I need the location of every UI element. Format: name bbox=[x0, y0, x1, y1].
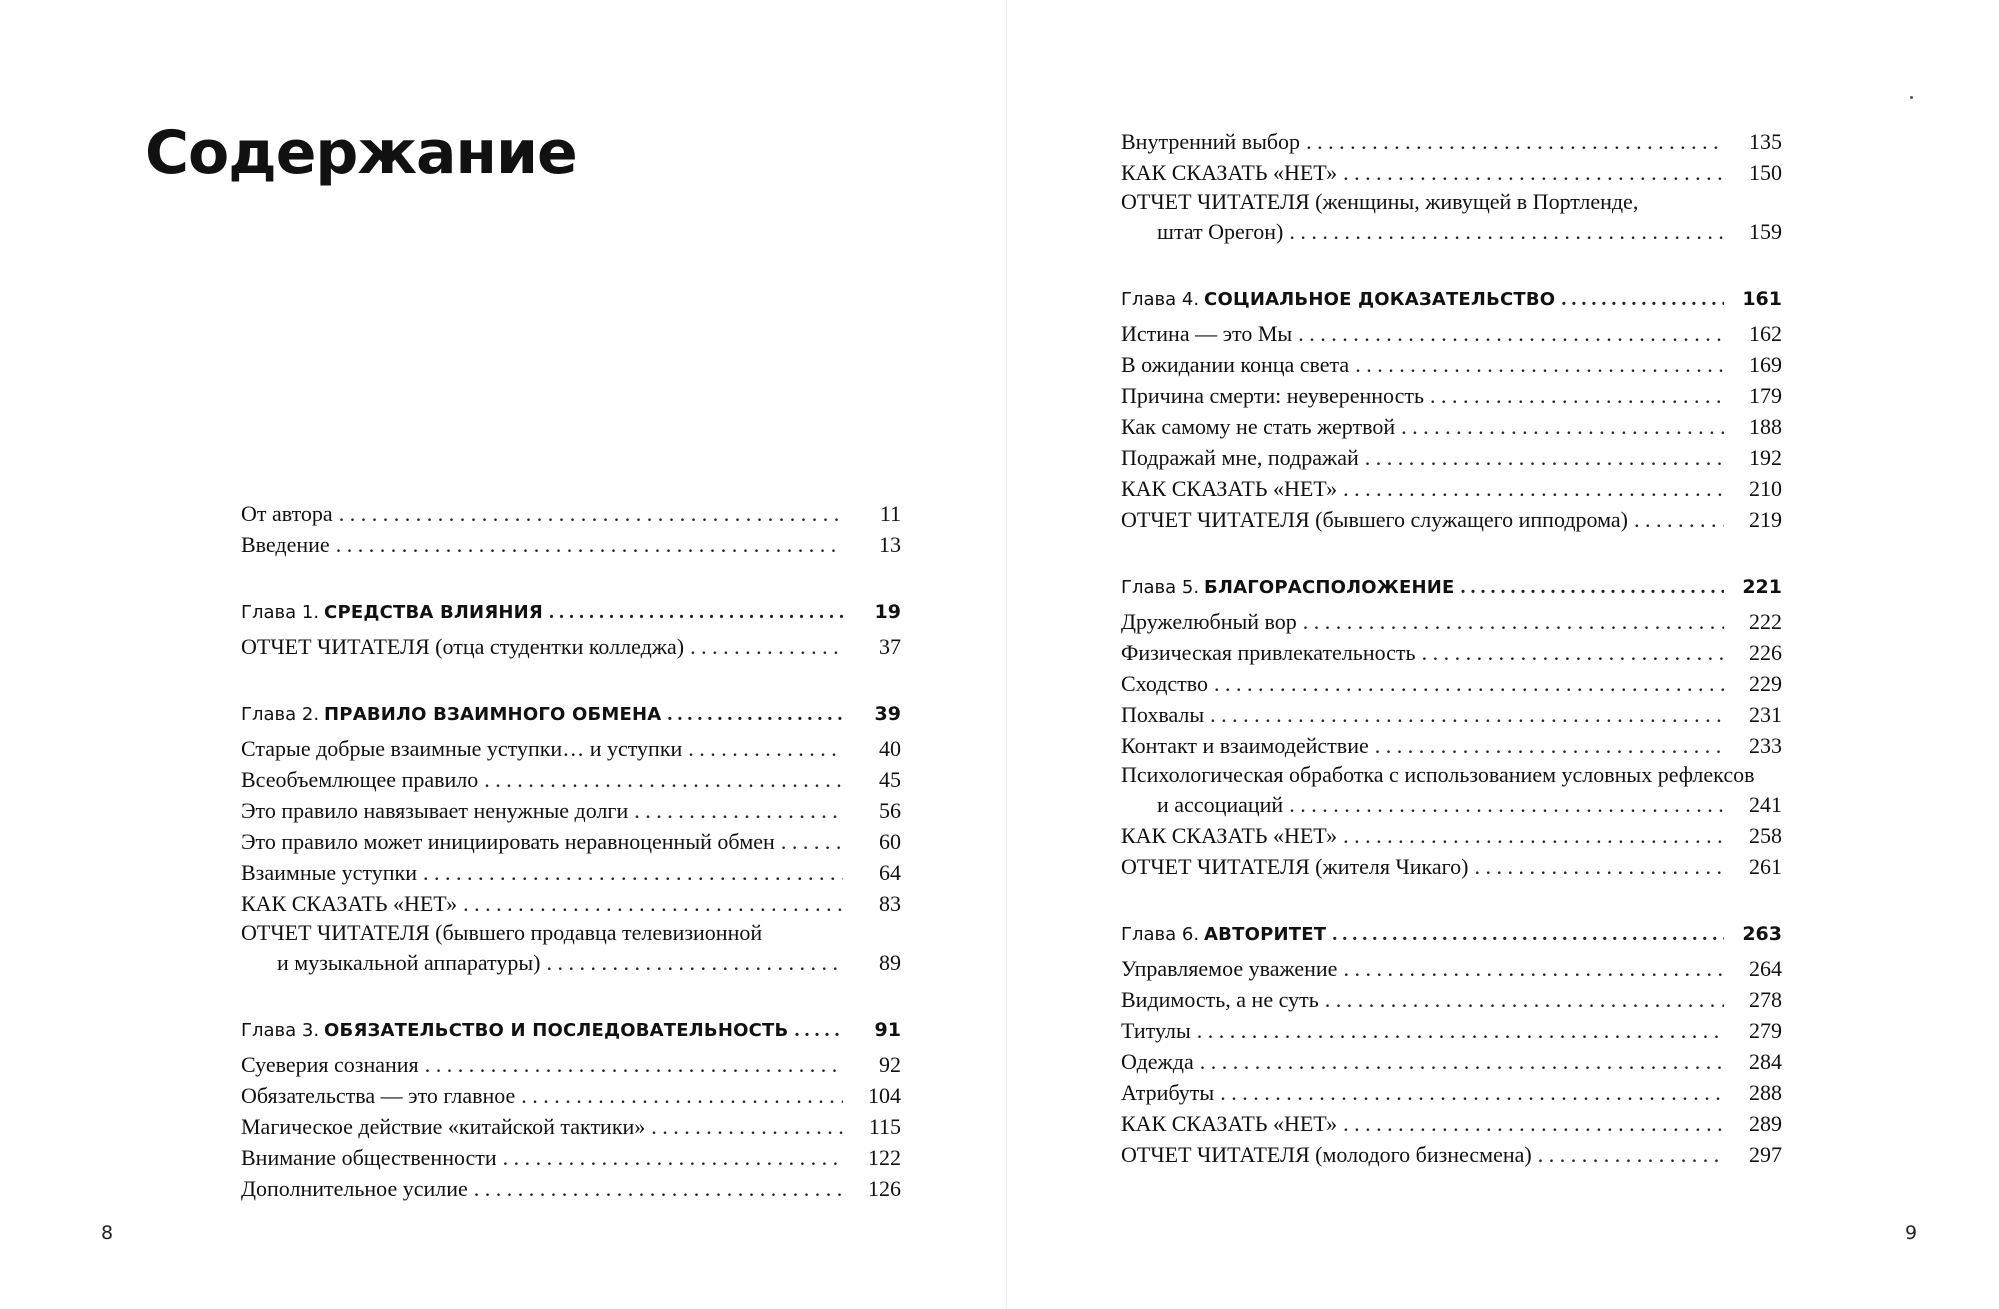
print-mark bbox=[1910, 96, 1913, 99]
page-title: Содержание bbox=[145, 118, 577, 188]
dot-leader bbox=[1561, 281, 1724, 318]
toc-entry[interactable] bbox=[1121, 442, 1782, 473]
toc-entry[interactable] bbox=[241, 1111, 901, 1142]
toc-entry[interactable] bbox=[1121, 1046, 1782, 1077]
entry-title: ОТЧЕТ ЧИТАТЕЛЯ (молодого бизнесмена) bbox=[1121, 1142, 1532, 1167]
toc-entry-first-line[interactable] bbox=[241, 919, 901, 947]
dot-leader bbox=[794, 1012, 843, 1049]
toc-entry[interactable] bbox=[1121, 473, 1782, 504]
chapter-title: БЛАГОРАСПОЛОЖЕНИЕ bbox=[1204, 577, 1455, 598]
entry-page-number: 162 bbox=[1749, 321, 1782, 346]
entry-title: Это правило навязывает ненужные долги bbox=[241, 798, 629, 823]
toc-entry[interactable] bbox=[241, 631, 901, 662]
dot-leader bbox=[634, 795, 843, 826]
dot-leader bbox=[1401, 411, 1724, 442]
toc-entry[interactable] bbox=[1121, 1015, 1782, 1046]
entry-page-number: 258 bbox=[1749, 823, 1782, 848]
chapter-page-number: 39 bbox=[874, 703, 901, 725]
toc-entry-first-line[interactable] bbox=[1121, 188, 1782, 216]
entry-page-number: 159 bbox=[1749, 219, 1782, 244]
dot-leader bbox=[463, 888, 843, 919]
toc-entry[interactable] bbox=[1121, 504, 1782, 535]
entry-page-number: 13 bbox=[879, 532, 901, 557]
chapter-heading-text bbox=[241, 594, 543, 631]
entry-page-number: 261 bbox=[1749, 854, 1782, 879]
toc-chapter-heading[interactable] bbox=[1121, 569, 1782, 606]
toc-entry[interactable] bbox=[241, 826, 901, 857]
dot-leader bbox=[549, 594, 843, 631]
chapter-label: Глава 6. bbox=[1121, 924, 1200, 945]
entry-title: КАК СКАЗАТЬ «НЕТ» bbox=[1121, 476, 1338, 501]
entry-page-number: 45 bbox=[879, 767, 901, 792]
chapter-heading-text bbox=[1121, 569, 1455, 606]
toc-entry[interactable] bbox=[1121, 1108, 1782, 1139]
section-gap bbox=[1121, 882, 1782, 916]
entry-page-number: 229 bbox=[1749, 671, 1782, 696]
entry-title: КАК СКАЗАТЬ «НЕТ» bbox=[1121, 1111, 1338, 1136]
toc-entry[interactable] bbox=[1121, 851, 1782, 882]
toc-entry[interactable] bbox=[1121, 157, 1782, 188]
dot-leader bbox=[1220, 1077, 1724, 1108]
dot-leader bbox=[1634, 504, 1724, 535]
chapter-page-number: 19 bbox=[874, 601, 901, 623]
page-gutter bbox=[1006, 0, 1007, 1309]
entry-title: ОТЧЕТ ЧИТАТЕЛЯ (отца студентки колледжа) bbox=[241, 634, 685, 659]
chapter-heading-text bbox=[241, 696, 661, 733]
entry-title-continuation: и ассоциаций bbox=[1157, 792, 1284, 817]
entry-page-number: 284 bbox=[1749, 1049, 1782, 1074]
toc-entry[interactable] bbox=[1121, 606, 1782, 637]
dot-leader bbox=[690, 631, 843, 662]
dot-leader bbox=[1343, 1108, 1724, 1139]
entry-page-number: 222 bbox=[1749, 609, 1782, 634]
toc-entry[interactable] bbox=[241, 529, 901, 560]
entry-page-number: 56 bbox=[879, 798, 901, 823]
toc-entry[interactable] bbox=[1121, 730, 1782, 761]
chapter-page-number: 221 bbox=[1742, 576, 1782, 598]
entry-title: Контакт и взаимодействие bbox=[1121, 733, 1369, 758]
chapter-page-number: 91 bbox=[874, 1019, 901, 1041]
toc-entry[interactable] bbox=[1121, 668, 1782, 699]
page-number-right: 9 bbox=[1905, 1222, 1918, 1244]
dot-leader bbox=[1343, 820, 1724, 851]
chapter-title: СРЕДСТВА ВЛИЯНИЯ bbox=[324, 602, 543, 623]
dot-leader bbox=[1289, 789, 1724, 820]
entry-title: Внимание общественности bbox=[241, 1145, 497, 1170]
entry-title: В ожидании конца света bbox=[1121, 352, 1350, 377]
toc-entry[interactable] bbox=[1121, 699, 1782, 730]
dot-leader bbox=[1430, 380, 1724, 411]
toc-entry[interactable] bbox=[1121, 349, 1782, 380]
entry-page-number: 64 bbox=[879, 860, 901, 885]
chapter-label: Глава 3. bbox=[241, 1020, 320, 1041]
entry-title: Истина — это Мы bbox=[1121, 321, 1293, 346]
entry-title: Взаимные уступки bbox=[241, 860, 417, 885]
dot-leader bbox=[1332, 916, 1724, 953]
entry-title: Титулы bbox=[1121, 1018, 1191, 1043]
chapter-label: Глава 2. bbox=[241, 704, 320, 725]
dot-leader bbox=[1355, 349, 1724, 380]
entry-title: КАК СКАЗАТЬ «НЕТ» bbox=[1121, 823, 1338, 848]
entry-title: Одежда bbox=[1121, 1049, 1194, 1074]
chapter-title: АВТОРИТЕТ bbox=[1204, 924, 1327, 945]
entry-page-number: 150 bbox=[1749, 160, 1782, 185]
entry-page-number: 226 bbox=[1749, 640, 1782, 665]
dot-leader bbox=[688, 733, 843, 764]
dot-leader bbox=[1461, 569, 1724, 606]
dot-leader bbox=[474, 1173, 843, 1204]
entry-page-number: 278 bbox=[1749, 987, 1782, 1012]
entry-title: ОТЧЕТ ЧИТАТЕЛЯ (женщины, живущей в Портленде, bbox=[1121, 189, 1639, 214]
dot-leader bbox=[1343, 953, 1724, 984]
dot-leader bbox=[1200, 1046, 1724, 1077]
entry-title: Управляемое уважение bbox=[1121, 956, 1338, 981]
toc-entry[interactable] bbox=[1121, 953, 1782, 984]
entry-page-number: 241 bbox=[1749, 792, 1782, 817]
entry-title: Подражай мне, подражай bbox=[1121, 445, 1359, 470]
entry-title: ОТЧЕТ ЧИТАТЕЛЯ (бывшего продавца телевизионной bbox=[241, 920, 763, 945]
entry-title: Психологическая обработка с использованием условных рефлексов bbox=[1121, 762, 1755, 787]
entry-title: Суеверия сознания bbox=[241, 1052, 419, 1077]
toc-entry[interactable] bbox=[1121, 126, 1782, 157]
toc-entry[interactable] bbox=[241, 888, 901, 919]
entry-page-number: 37 bbox=[879, 634, 901, 659]
entry-title: Причина смерти: неуверенность bbox=[1121, 383, 1424, 408]
toc-entry[interactable] bbox=[1121, 984, 1782, 1015]
entry-page-number: 264 bbox=[1749, 956, 1782, 981]
entry-page-number: 122 bbox=[868, 1145, 901, 1170]
section-gap bbox=[1121, 535, 1782, 569]
dot-leader bbox=[1343, 473, 1724, 504]
dot-leader bbox=[1422, 637, 1724, 668]
toc-entry[interactable] bbox=[241, 795, 901, 826]
dot-leader bbox=[651, 1111, 843, 1142]
entry-title: ОТЧЕТ ЧИТАТЕЛЯ (бывшего служащего ипподрома) bbox=[1121, 507, 1628, 532]
entry-page-number: 288 bbox=[1749, 1080, 1782, 1105]
toc-chapter-heading[interactable] bbox=[241, 696, 901, 733]
entry-title: Физическая привлекательность bbox=[1121, 640, 1416, 665]
toc-entry[interactable] bbox=[1121, 1139, 1782, 1170]
entry-title: Как самому не стать жертвой bbox=[1121, 414, 1396, 439]
entry-title: КАК СКАЗАТЬ «НЕТ» bbox=[241, 891, 458, 916]
chapter-title: ОБЯЗАТЕЛЬСТВО И ПОСЛЕДОВАТЕЛЬНОСТЬ bbox=[324, 1020, 789, 1041]
entry-page-number: 297 bbox=[1749, 1142, 1782, 1167]
entry-page-number: 135 bbox=[1749, 129, 1782, 154]
toc-entry-first-line[interactable] bbox=[1121, 761, 1782, 789]
entry-page-number: 83 bbox=[879, 891, 901, 916]
dot-leader bbox=[1303, 606, 1724, 637]
dot-leader bbox=[1289, 216, 1724, 247]
dot-leader bbox=[339, 498, 843, 529]
toc-entry[interactable] bbox=[241, 1049, 901, 1080]
chapter-label: Глава 1. bbox=[241, 602, 320, 623]
toc-entry[interactable] bbox=[241, 733, 901, 764]
dot-leader bbox=[425, 1049, 843, 1080]
section-gap bbox=[241, 662, 901, 696]
entry-page-number: 219 bbox=[1749, 507, 1782, 532]
dot-leader bbox=[1306, 126, 1724, 157]
toc-left-column bbox=[241, 498, 901, 1204]
toc-chapter-heading[interactable] bbox=[241, 1012, 901, 1049]
entry-title: Атрибуты bbox=[1121, 1080, 1215, 1105]
entry-page-number: 11 bbox=[879, 501, 901, 526]
page-number-left: 8 bbox=[101, 1222, 114, 1244]
dot-leader bbox=[667, 696, 843, 733]
chapter-heading-text bbox=[1121, 281, 1555, 318]
dot-leader bbox=[546, 947, 843, 978]
dot-leader bbox=[1343, 157, 1724, 188]
dot-leader bbox=[484, 764, 843, 795]
toc-chapter-heading[interactable] bbox=[241, 594, 901, 631]
toc-chapter-heading[interactable] bbox=[1121, 916, 1782, 953]
dot-leader bbox=[336, 529, 843, 560]
toc-chapter-heading[interactable] bbox=[1121, 281, 1782, 318]
section-gap bbox=[241, 560, 901, 594]
toc-entry-continuation[interactable] bbox=[1121, 216, 1782, 247]
entry-title: Дополнительное усилие bbox=[241, 1176, 468, 1201]
entry-title-continuation: штат Орегон) bbox=[1157, 219, 1284, 244]
entry-page-number: 188 bbox=[1749, 414, 1782, 439]
entry-title: Это правило может инициировать неравноценный обмен bbox=[241, 829, 775, 854]
entry-title: ОТЧЕТ ЧИТАТЕЛЯ (жителя Чикаго) bbox=[1121, 854, 1469, 879]
entry-title: Похвалы bbox=[1121, 702, 1205, 727]
entry-page-number: 289 bbox=[1749, 1111, 1782, 1136]
dot-leader bbox=[1210, 699, 1724, 730]
entry-title: От автора bbox=[241, 501, 333, 526]
toc-entry[interactable] bbox=[1121, 820, 1782, 851]
toc-entry-continuation[interactable] bbox=[241, 947, 901, 978]
chapter-page-number: 263 bbox=[1742, 923, 1782, 945]
entry-page-number: 210 bbox=[1749, 476, 1782, 501]
dot-leader bbox=[1325, 984, 1724, 1015]
toc-entry[interactable] bbox=[1121, 318, 1782, 349]
dot-leader bbox=[1375, 730, 1724, 761]
entry-title-continuation: и музыкальной аппаратуры) bbox=[277, 950, 541, 975]
toc-entry[interactable] bbox=[1121, 380, 1782, 411]
dot-leader bbox=[1538, 1139, 1724, 1170]
dot-leader bbox=[1214, 668, 1724, 699]
entry-title: Введение bbox=[241, 532, 330, 557]
entry-page-number: 126 bbox=[868, 1176, 901, 1201]
section-gap bbox=[1121, 247, 1782, 281]
entry-page-number: 92 bbox=[879, 1052, 901, 1077]
entry-page-number: 169 bbox=[1749, 352, 1782, 377]
dot-leader bbox=[781, 826, 843, 857]
toc-entry[interactable] bbox=[241, 1142, 901, 1173]
entry-page-number: 104 bbox=[868, 1083, 901, 1108]
entry-page-number: 179 bbox=[1749, 383, 1782, 408]
chapter-heading-text bbox=[1121, 916, 1326, 953]
toc-entry[interactable] bbox=[241, 1080, 901, 1111]
entry-page-number: 192 bbox=[1749, 445, 1782, 470]
entry-page-number: 233 bbox=[1749, 733, 1782, 758]
entry-page-number: 279 bbox=[1749, 1018, 1782, 1043]
toc-entry-continuation[interactable] bbox=[1121, 789, 1782, 820]
toc-entry[interactable] bbox=[241, 1173, 901, 1204]
entry-title: Старые добрые взаимные уступки… и уступки bbox=[241, 736, 683, 761]
toc-entry[interactable] bbox=[241, 764, 901, 795]
dot-leader bbox=[521, 1080, 843, 1111]
toc-right-column bbox=[1121, 126, 1782, 1170]
entry-title: Всеобъемлющее правило bbox=[241, 767, 479, 792]
dot-leader bbox=[423, 857, 843, 888]
entry-page-number: 231 bbox=[1749, 702, 1782, 727]
chapter-label: Глава 4. bbox=[1121, 289, 1200, 310]
toc-entry[interactable] bbox=[241, 498, 901, 529]
entry-page-number: 89 bbox=[879, 950, 901, 975]
entry-page-number: 60 bbox=[879, 829, 901, 854]
entry-title: КАК СКАЗАТЬ «НЕТ» bbox=[1121, 160, 1338, 185]
dot-leader bbox=[1474, 851, 1724, 882]
dot-leader bbox=[1298, 318, 1724, 349]
toc-entry[interactable] bbox=[241, 857, 901, 888]
dot-leader bbox=[1365, 442, 1724, 473]
toc-entry[interactable] bbox=[1121, 637, 1782, 668]
chapter-page-number: 161 bbox=[1742, 288, 1782, 310]
chapter-label: Глава 5. bbox=[1121, 577, 1200, 598]
chapter-heading-text bbox=[241, 1012, 788, 1049]
entry-title: Дружелюбный вор bbox=[1121, 609, 1297, 634]
entry-page-number: 115 bbox=[868, 1114, 901, 1139]
entry-page-number: 40 bbox=[879, 736, 901, 761]
entry-title: Внутренний выбор bbox=[1121, 129, 1301, 154]
chapter-title: ПРАВИЛО ВЗАИМНОГО ОБМЕНА bbox=[324, 704, 662, 725]
toc-entry[interactable] bbox=[1121, 411, 1782, 442]
toc-entry[interactable] bbox=[1121, 1077, 1782, 1108]
entry-title: Видимость, а не суть bbox=[1121, 987, 1319, 1012]
section-gap bbox=[241, 978, 901, 1012]
chapter-title: СОЦИАЛЬНОЕ ДОКАЗАТЕЛЬСТВО bbox=[1204, 289, 1556, 310]
entry-title: Магическое действие «китайской тактики» bbox=[241, 1114, 646, 1139]
dot-leader bbox=[503, 1142, 843, 1173]
dot-leader bbox=[1197, 1015, 1724, 1046]
entry-title: Обязательства — это главное bbox=[241, 1083, 516, 1108]
entry-title: Сходство bbox=[1121, 671, 1209, 696]
